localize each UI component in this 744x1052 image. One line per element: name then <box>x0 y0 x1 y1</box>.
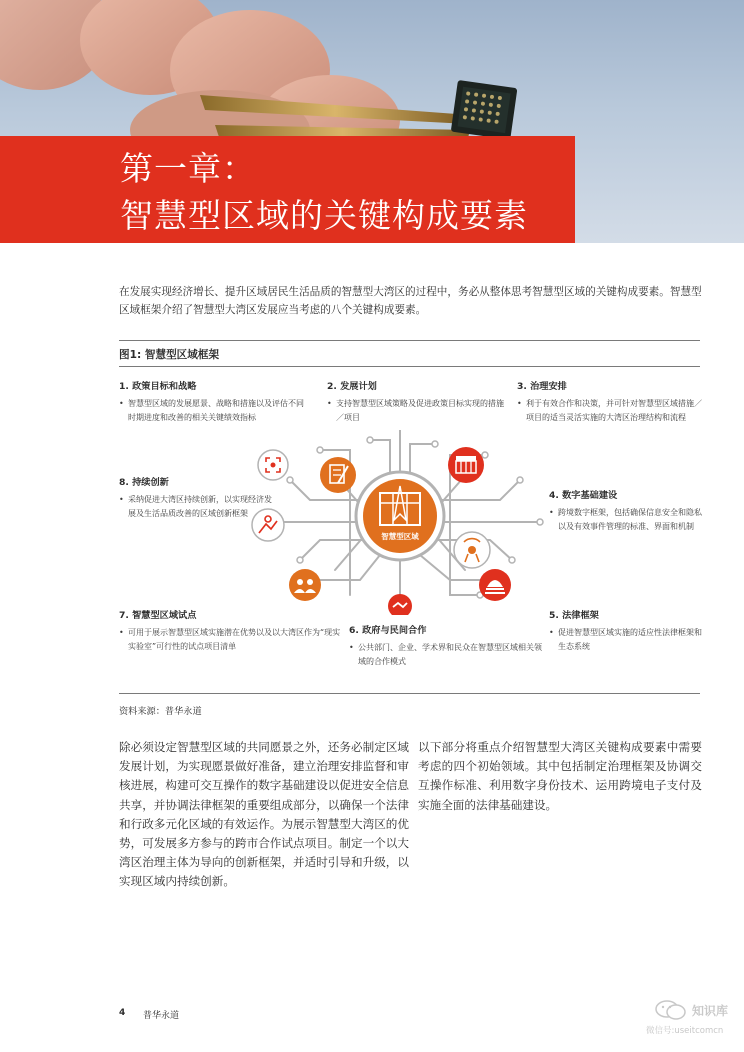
body-right-column: 以下部分将重点介绍智慧型大湾区关键构成要素中需要考虑的四个初始领域。其中包括制定治理框架及协调交互操作标准、利用数字身份技术、运用跨境电子支付及实施全面的法律基础建设。 <box>418 740 702 812</box>
innovation-map-icon <box>252 509 284 541</box>
wechat-icon <box>654 999 688 1021</box>
element-heading: 1. 政策目标和战略 <box>119 381 197 392</box>
element-heading: 8. 持续创新 <box>119 477 169 488</box>
intro-paragraph: 在发展实现经济增长、提升区域居民生活品质的智慧型大湾区的过程中，务必从整体思考智慧型区域的关键构成要素。智慧型区域框架介绍了智慧型大湾区发展应当考虑的八个关键构成要素。 <box>119 286 702 316</box>
element-bullet: • 可用于展示智慧型区域实施潜在优势以及以大湾区作为“现实实验室”可行性的试点项目清单 <box>119 626 344 653</box>
pilot-team-icon <box>289 569 321 601</box>
figure-title: 图1: 智慧型区域框架 <box>119 349 220 361</box>
element-heading: 7. 智慧型区域试点 <box>119 610 197 621</box>
element-bullet: • 支持智慧型区域策略及促进政策目标实现的措施／项目 <box>327 397 507 424</box>
center-label: 智慧型区域 <box>381 532 419 541</box>
page-number: 4 <box>119 1008 126 1018</box>
plan-icon <box>320 457 356 493</box>
watermark-id: 微信号:useitcomcn <box>646 1026 724 1036</box>
chapter-label: 第一章： <box>120 149 256 188</box>
element-bullet: • 跨境数字框架，包括确保信息安全和隐私以及有效事件管理的标准、界面和机制 <box>549 506 702 533</box>
element-5 <box>549 609 702 653</box>
element-heading: 4. 数字基础建设 <box>549 490 618 501</box>
element-6 <box>349 624 544 668</box>
figure-bottom-rule <box>119 693 700 694</box>
element-heading: 3. 治理安排 <box>517 381 567 392</box>
legal-dome-icon <box>479 569 511 601</box>
figure-title-rule <box>119 366 700 367</box>
source-note: 资料来源：普华永道 <box>119 706 202 717</box>
element-4 <box>549 489 702 533</box>
partnership-handshake-icon <box>388 594 412 615</box>
digital-antenna-icon <box>454 532 490 568</box>
element-heading: 2. 发展计划 <box>327 381 377 392</box>
element-2 <box>327 380 507 424</box>
element-bullet: • 利于有效合作和决策，并可针对智慧型区域措施／项目的适当灵活实施的大湾区治理结构和流程 <box>517 397 702 424</box>
element-heading: 5. 法律框架 <box>549 610 599 621</box>
smart-region-circuit-diagram <box>250 430 550 615</box>
element-3 <box>517 380 702 424</box>
element-bullet: • 采纳促进大湾区持续创新，以实现经济发展及生活品质改善的区域创新框架 <box>119 493 274 520</box>
goal-icon <box>258 450 288 480</box>
watermark-name: 知识库 <box>692 1004 729 1018</box>
element-heading: 6. 政府与民间合作 <box>349 625 427 636</box>
element-bullet: • 公共部门、企业、学术界和民众在智慧型区域相关领域的合作模式 <box>349 641 544 668</box>
chapter-title: 智慧型区域的关键构成要素 <box>120 196 528 235</box>
body-left-column: 除必须设定智慧型区域的共同愿景之外，还务必制定区域发展计划，为实现愿景做好准备，建立治理安排监督和审核进展，构建可交互操作的数字基础建设以促进安全信息共享，并协调法律框架的重要组成部分，以确保一个法律和行政多元化区域的有效运作。为展示智慧型大湾区的优势，可发展多方参与的跨市合作试点项目。制定一个以大湾区治理主体为导向的创新框架，并适时引导和升级，以实现区域内持续创新。 <box>119 740 409 889</box>
element-1 <box>119 380 309 424</box>
center-hub <box>356 472 444 560</box>
element-bullet: • 智慧型区域的发展愿景、战略和措施以及评估不同时期进度和改善的相关关键绩效指标 <box>119 397 309 424</box>
figure-top-rule <box>119 340 700 341</box>
footer-brand: 普华永道 <box>143 1011 180 1021</box>
element-7 <box>119 609 344 653</box>
governance-building-icon <box>448 447 484 483</box>
element-bullet: • 促进智慧型区域实施的适应性法律框架和生态系统 <box>549 626 702 653</box>
